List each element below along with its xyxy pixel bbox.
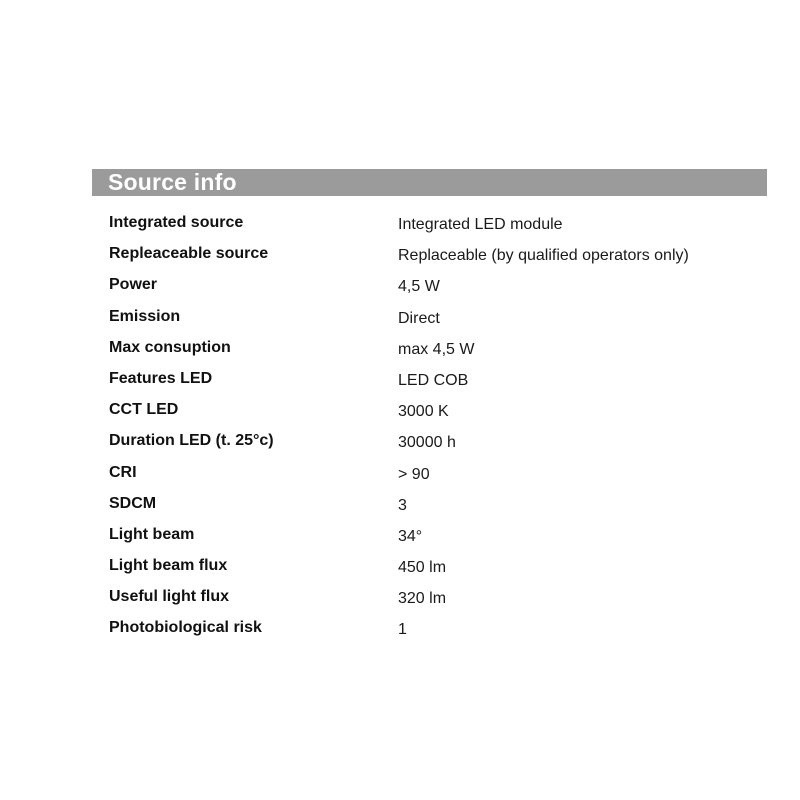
spec-row [109, 304, 749, 335]
spec-label: CCT LED [109, 401, 179, 419]
spec-value: 3 [398, 496, 407, 514]
spec-value: 30000 h [398, 434, 456, 452]
spec-label: Repleaceable source [109, 245, 269, 263]
spec-row [109, 272, 749, 303]
spec-row [109, 615, 749, 646]
spec-label: Duration LED (t. 25°c) [109, 432, 274, 450]
spec-row [109, 522, 749, 553]
spec-row [109, 366, 749, 397]
spec-value: 320 lm [398, 590, 447, 608]
spec-value: 4,5 W [398, 278, 440, 296]
spec-label: SDCM [109, 494, 157, 512]
spec-value: 34° [398, 527, 423, 545]
spec-value: 1 [398, 621, 407, 639]
spec-value: Direct [398, 309, 440, 327]
spec-row [109, 491, 749, 522]
spec-value: 450 lm [398, 559, 447, 577]
spec-label: Integrated source [109, 214, 244, 231]
spec-row [109, 584, 749, 615]
spec-label: Max consuption [109, 338, 231, 356]
spec-label: Power [109, 276, 158, 294]
spec-value: 3000 K [398, 403, 449, 421]
spec-label: Light beam [109, 525, 195, 543]
spec-value: > 90 [398, 465, 430, 483]
section-header [92, 169, 767, 196]
spec-label: Useful light flux [109, 588, 229, 606]
spec-row [109, 397, 749, 428]
spec-label: Light beam flux [109, 557, 228, 575]
spec-row [109, 460, 749, 491]
spec-label: Features LED [109, 369, 213, 387]
spec-label: Emission [109, 307, 181, 325]
spec-row [109, 241, 749, 272]
spec-value: max 4,5 W [398, 340, 475, 358]
spec-row [109, 335, 749, 366]
section-title: Source info [108, 169, 237, 195]
spec-table [109, 210, 749, 647]
spec-row [109, 210, 749, 241]
spec-label: Photobiological risk [109, 619, 262, 637]
spec-value: Replaceable (by qualified operators only) [398, 247, 689, 265]
spec-value: LED COB [398, 371, 469, 389]
spec-row [109, 428, 749, 459]
spec-row [109, 553, 749, 584]
spec-value: Integrated LED module [398, 216, 563, 233]
spec-label: CRI [109, 463, 137, 481]
